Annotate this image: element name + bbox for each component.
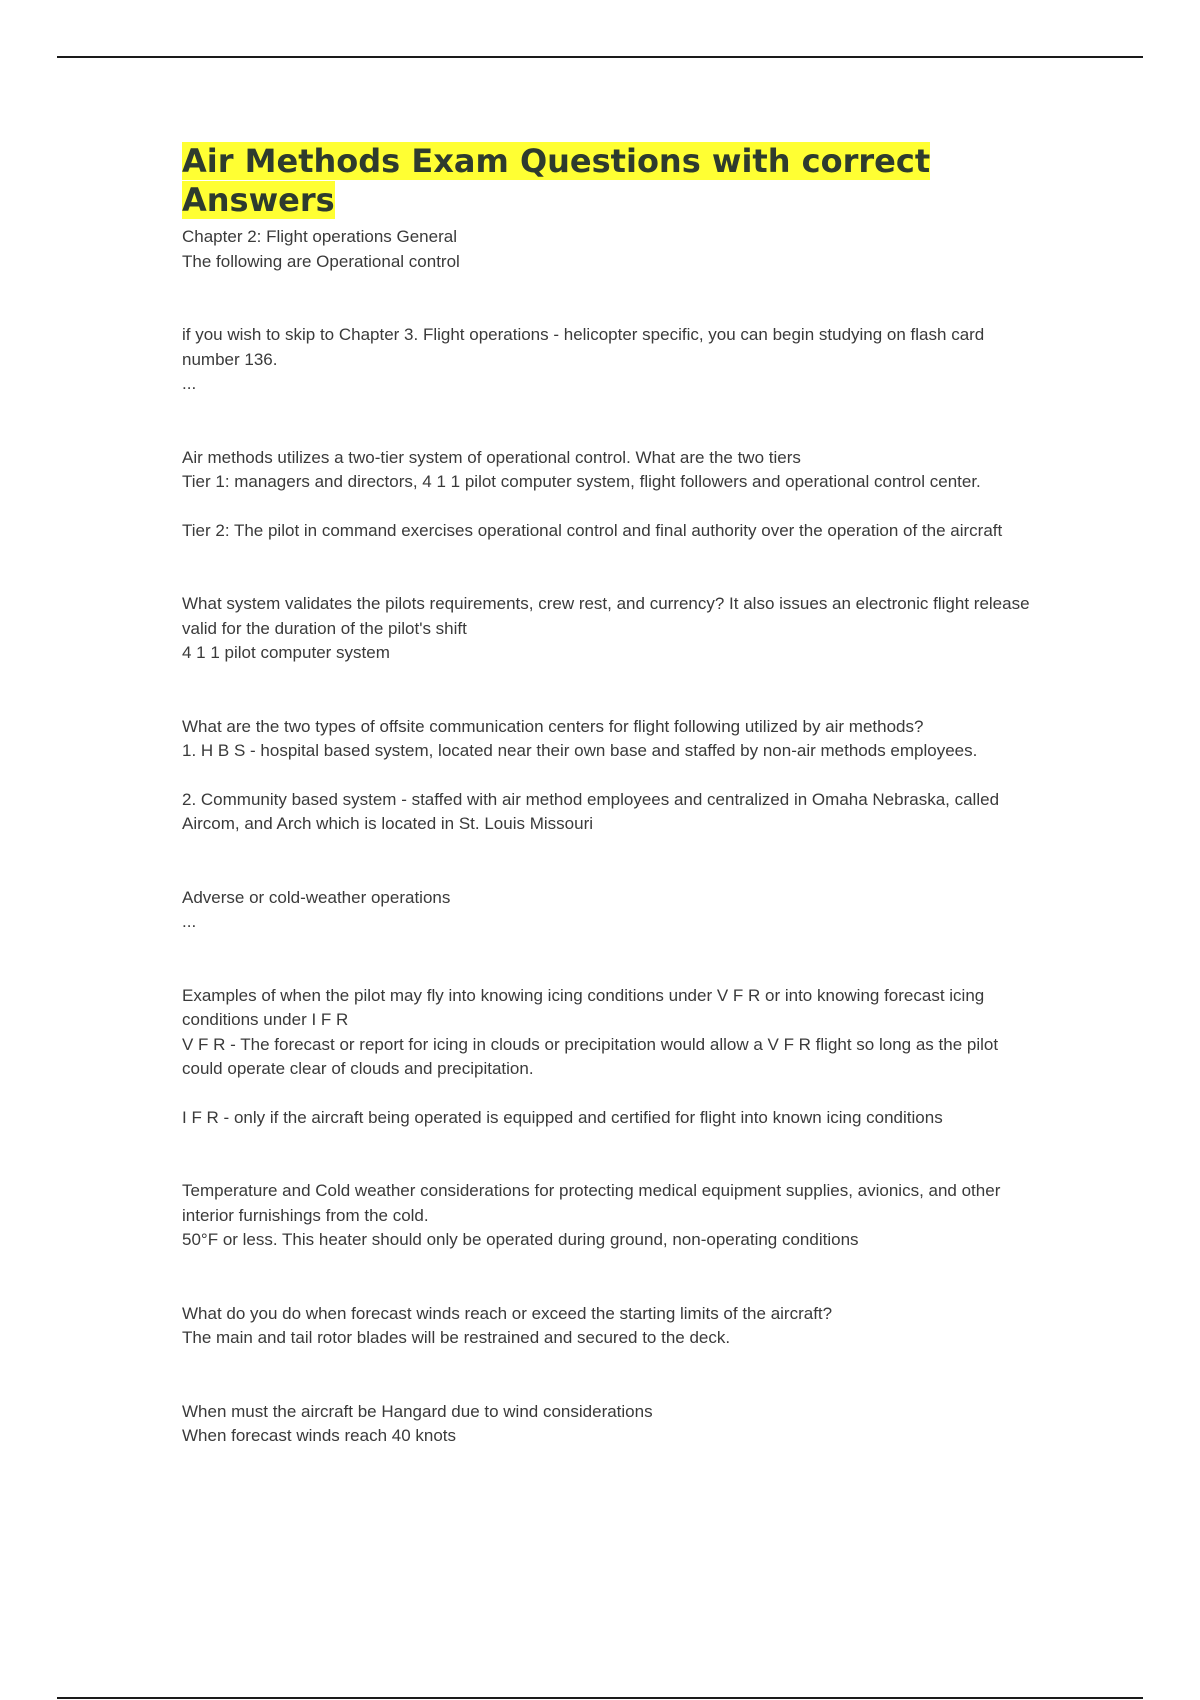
- flashcard-4: [182, 715, 1032, 837]
- flashcard-2: [182, 446, 1032, 544]
- document-title: [182, 142, 982, 220]
- flashcard-3: [182, 592, 1032, 666]
- flashcard-answer: 4 1 1 pilot computer system: [182, 643, 390, 662]
- chapter-heading: Chapter 2: Flight operations General: [182, 227, 457, 246]
- flashcard-answer: When forecast winds reach 40 knots: [182, 1426, 457, 1445]
- section-subheading: The following are Operational control: [182, 251, 460, 271]
- flashcard-question: Air methods utilizes a two-tier system of operational control. What are the two tiers: [182, 447, 801, 467]
- flashcard-question: When must the aircraft be Hangard due to wind considerations: [182, 1401, 653, 1421]
- flashcard-question: What are the two types of offsite communication centers for flight following utilized by air methods?: [182, 716, 924, 736]
- flashcard-answer-continued: 2. Community based system - staffed with air method employees and centralized in Omaha Nebraska, called Aircom, and Arch which is located in St. Louis Missouri: [182, 789, 1000, 833]
- flashcard-question: What do you do when forecast winds reach or exceed the starting limits of the aircraft?: [182, 1303, 833, 1323]
- flashcard-answer: Tier 1: managers and directors, 4 1 1 pilot computer system, flight followers and operational control center.: [182, 472, 981, 491]
- flashcard-answer: V F R - The forecast or report for icing in clouds or precipitation would allow a V F R flight so long as the pilot could operate clear of clouds and precipitation.: [182, 1034, 999, 1078]
- flashcard-9: [182, 1400, 1032, 1449]
- flashcard-7: [182, 1179, 1032, 1253]
- flashcard-answer: The main and tail rotor blades will be restrained and secured to the deck.: [182, 1328, 731, 1347]
- flashcard-answer: 50°F or less. This heater should only be operated during ground, non-operating conditions: [182, 1230, 859, 1249]
- flashcard-answer: ...: [182, 374, 197, 393]
- title-highlight: Air Methods Exam Questions with correct Answers: [182, 142, 931, 219]
- top-rule: [57, 56, 1143, 58]
- flashcard-question: Adverse or cold-weather operations: [182, 887, 451, 907]
- intro-section: [182, 225, 1032, 274]
- bottom-rule: [57, 1697, 1143, 1699]
- flashcard-1: [182, 323, 1032, 397]
- flashcard-question: if you wish to skip to Chapter 3. Flight operations - helicopter specific, you can begin studying on flash card number 136.: [182, 325, 985, 369]
- flashcard-answer-continued: I F R - only if the aircraft being operated is equipped and certified for flight into known icing conditions: [182, 1107, 943, 1127]
- flashcard-answer: 1. H B S - hospital based system, located near their own base and staffed by non-air methods employees.: [182, 741, 978, 760]
- flashcard-question: Examples of when the pilot may fly into knowing icing conditions under V F R or into knowing forecast icing conditions under I F R: [182, 985, 985, 1029]
- flashcard-5: [182, 886, 1032, 935]
- flashcard-6: [182, 984, 1032, 1131]
- flashcard-question: What system validates the pilots requirements, crew rest, and currency? It also issues an electronic flight release valid for the duration of the pilot's shift: [182, 594, 1030, 638]
- flashcard-answer: ...: [182, 912, 197, 931]
- document-body: [182, 142, 1032, 1449]
- flashcard-8: [182, 1302, 1032, 1351]
- flashcard-answer-continued: Tier 2: The pilot in command exercises operational control and final authority over the operation of the aircraft: [182, 520, 1003, 540]
- flashcard-question: Temperature and Cold weather considerations for protecting medical equipment supplies, avionics, and other interior furnishings from the cold.: [182, 1181, 1001, 1225]
